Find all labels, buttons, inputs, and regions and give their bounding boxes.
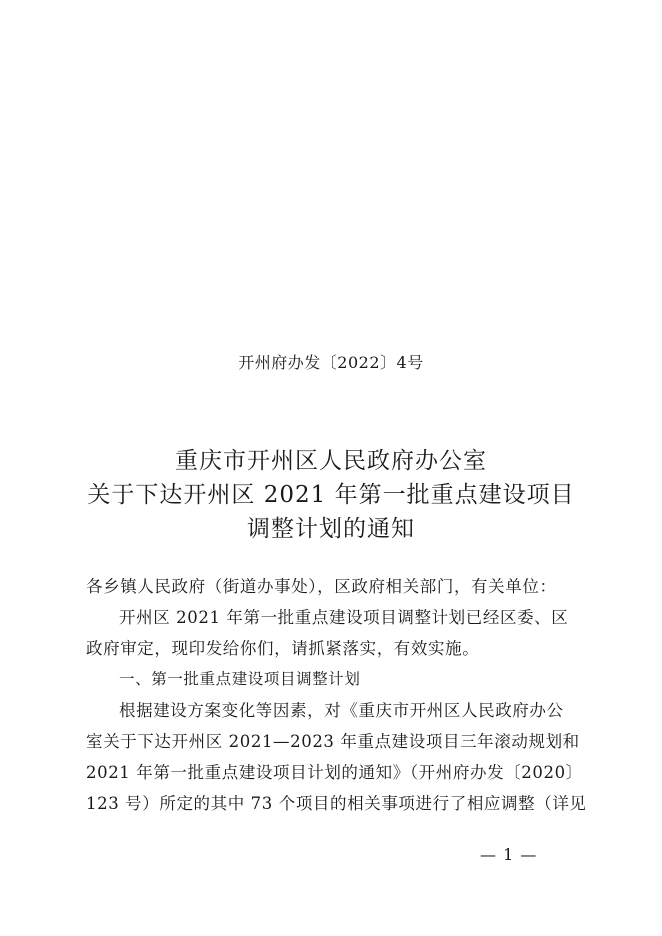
- document-title: [0, 444, 662, 546]
- salutation: 各乡镇人民政府（街道办事处），区政府相关部门，有关单位：: [86, 577, 557, 596]
- title-line-2: 关于下达开州区 2021 年第一批重点建设项目: [87, 482, 575, 508]
- document-body: [86, 571, 587, 819]
- body-line: 根据建设方案变化等因素，对《重庆市开州区人民政府办公: [119, 701, 564, 720]
- body-line: 政府审定，现印发给你们，请抓紧落实，有效实施。: [86, 639, 480, 658]
- page-number: — 1 —: [480, 845, 538, 864]
- body-line: 2021 年第一批重点建设项目计划的通知》（开州府办发〔2020〕: [86, 763, 583, 782]
- document-number: 开州府办发〔2022〕4号: [238, 353, 424, 372]
- body-line: 开州区 2021 年第一批重点建设项目调整计划已经区委、区: [119, 608, 569, 627]
- body-line: 室关于下达开州区 2021—2023 年重点建设项目三年滚动规划和: [86, 732, 580, 751]
- title-line-1: 重庆市开州区人民政府办公室: [175, 448, 487, 474]
- body-line: 123 号）所定的其中 73 个项目的相关事项进行了相应调整（详见: [86, 794, 587, 813]
- section-heading: 一、第一批重点建设项目调整计划: [119, 670, 361, 688]
- title-line-3: 调整计划的通知: [247, 516, 415, 542]
